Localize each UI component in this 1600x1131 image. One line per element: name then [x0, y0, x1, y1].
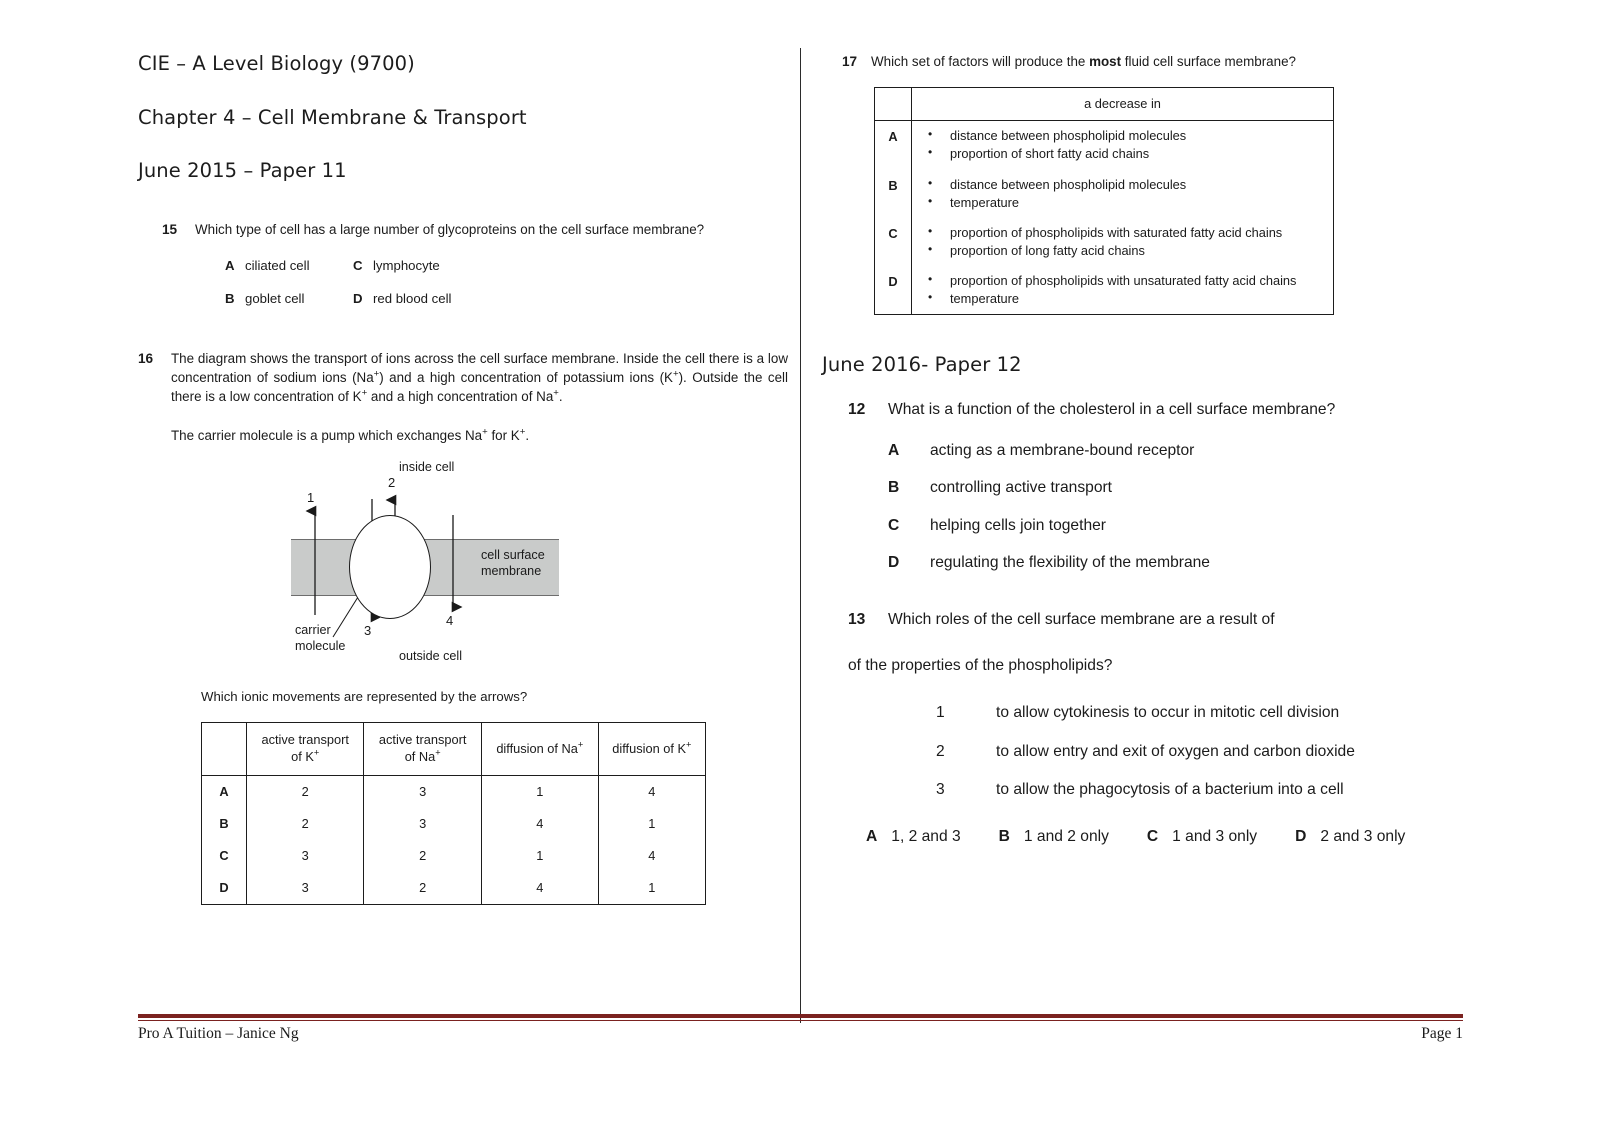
table-header-a-decrease-in: a decrease in	[912, 88, 1334, 121]
cell: 2	[247, 808, 364, 840]
bullet-item: • temperature	[922, 194, 1327, 212]
cell: 2	[364, 840, 481, 872]
table-header-active-transport-k: active transport of K+	[247, 723, 364, 775]
right-column	[822, 52, 1478, 849]
row-label: C	[202, 840, 247, 872]
bullet-item: • proportion of long fatty acid chains	[922, 242, 1327, 260]
statement-number-3: 3	[936, 780, 945, 798]
bullet-item: • proportion of short fatty acid chains	[922, 145, 1327, 163]
th-line1: diffusion of K	[612, 740, 687, 756]
option-letter-d: D	[353, 290, 363, 306]
bullet-list	[922, 272, 1327, 308]
q17-stem-b: fluid cell surface membrane?	[1121, 54, 1296, 69]
bullet-item: • distance between phospholipid molecules	[922, 176, 1327, 194]
question-13-number: 13	[848, 611, 866, 629]
chapter-heading: Chapter 4 – Cell Membrane & Transport	[138, 106, 527, 129]
option-text-c: helping cells join together	[930, 516, 1106, 534]
question-12-stem: What is a function of the cholesterol in a cell surface membrane?	[888, 401, 1336, 419]
diagram-carrier-molecule-shape	[349, 515, 431, 619]
row-label: A	[202, 775, 247, 808]
diagram-arrow-label-1: 1	[307, 489, 315, 505]
question-15-options	[225, 257, 788, 308]
option-text-d: regulating the flexibility of the membrane	[930, 554, 1210, 571]
statement-text-3: to allow the phagocytosis of a bacterium into a cell	[996, 780, 1344, 798]
diagram-membrane-label-line2: membrane	[481, 564, 542, 579]
row-content	[912, 121, 1334, 170]
row-label: A	[875, 121, 912, 170]
q16-stem-line2c: ).	[678, 369, 687, 385]
option-text-a: 1, 2 and 3	[891, 828, 961, 846]
cell: 4	[598, 775, 705, 808]
question-15-number: 15	[162, 222, 178, 237]
option-letter-a: A	[225, 258, 235, 274]
footer-left-text: Pro A Tuition – Janice Ng	[138, 1025, 299, 1042]
option-a	[866, 825, 961, 848]
option-letter-b: B	[998, 828, 1010, 846]
option-text-a: ciliated cell	[245, 258, 310, 274]
q16-carrier-note-b: for K	[487, 427, 520, 443]
table-header-blank	[202, 723, 247, 775]
bullet-list	[922, 127, 1327, 163]
row-label: D	[875, 266, 912, 315]
diagram-arrow-label-3: 3	[364, 622, 372, 638]
column-divider	[800, 48, 801, 1023]
statement-text-2: to allow entry and exit of oxygen and carbon dioxide	[996, 742, 1355, 760]
option-text-c: lymphocyte	[373, 258, 440, 274]
table-header-blank	[875, 88, 912, 121]
option-row	[888, 439, 1478, 462]
left-column	[138, 52, 788, 905]
bullet-item: • distance between phospholipid molecules	[922, 127, 1327, 145]
row-label: C	[875, 218, 912, 266]
table-row	[875, 121, 1334, 170]
statement-number-2: 2	[936, 742, 945, 760]
statement-row	[936, 701, 1498, 724]
footer-page-number: Page 1	[1421, 1025, 1463, 1042]
option-letter-c: C	[1146, 828, 1159, 846]
table-row	[875, 170, 1334, 218]
q17-stem-a: Which set of factors will produce the	[871, 54, 1090, 69]
th-line1: active transport	[378, 732, 467, 748]
cell: 3	[364, 775, 481, 808]
option-text-c: 1 and 3 only	[1172, 828, 1258, 846]
option-text-b: controlling active transport	[930, 479, 1113, 497]
option-letter-a: A	[866, 828, 878, 846]
option-letter-d: D	[1295, 828, 1307, 846]
option-row	[888, 476, 1478, 499]
cell: 3	[247, 840, 364, 872]
diagram-arrow-label-2: 2	[388, 474, 396, 490]
page-footer	[138, 1025, 1463, 1043]
table-row	[202, 808, 706, 840]
diagram-membrane-label-line1: cell surface	[481, 547, 545, 562]
q16-carrier-note-a: The carrier molecule is a pump which exchanges Na	[171, 427, 483, 443]
question-15	[162, 220, 788, 309]
question-17-answer-table	[874, 87, 1334, 315]
th-line1: active transport	[261, 732, 349, 748]
footer-rule	[138, 1014, 1463, 1021]
diagram-outside-cell-label: outside cell	[399, 648, 463, 663]
question-13-options	[866, 825, 1498, 848]
table-header-diffusion-k: diffusion of K+	[598, 723, 705, 775]
cell: 1	[598, 872, 705, 905]
paper-heading-left: June 2015 – Paper 11	[138, 159, 347, 182]
bullet-item: • temperature	[922, 290, 1327, 308]
question-12	[848, 398, 1478, 574]
question-15-stem: Which type of cell has a large number of glycoproteins on the cell surface membrane?	[195, 222, 705, 237]
cell: 1	[598, 808, 705, 840]
cell: 2	[364, 872, 481, 905]
row-label: B	[875, 170, 912, 218]
option-letter-b: B	[888, 479, 900, 497]
statement-number-1: 1	[936, 704, 945, 722]
bullet-list	[922, 224, 1327, 260]
option-text-d: red blood cell	[373, 290, 452, 306]
cell: 1	[481, 840, 598, 872]
table-row	[875, 266, 1334, 315]
bullet-item: • proportion of phospholipids with unsaturated fatty acid chains	[922, 272, 1327, 290]
th-line1: diffusion of Na	[496, 740, 578, 756]
statement-row	[936, 740, 1498, 763]
q16-stem-line1: The diagram shows the transport of ions across the cell surface membrane. Inside the cell there	[171, 350, 740, 366]
question-17	[842, 52, 1478, 315]
option-text-a: acting as a membrane-bound receptor	[930, 441, 1195, 459]
option-row	[888, 514, 1478, 537]
option-d	[1295, 825, 1405, 848]
cell: 2	[247, 775, 364, 808]
question-13-statements	[936, 701, 1498, 801]
question-13-stem-line1: Which roles of the cell surface membrane are a result of	[888, 611, 1275, 629]
table-row	[202, 872, 706, 905]
option-text-b: goblet cell	[245, 290, 305, 306]
course-heading: CIE – A Level Biology (9700)	[138, 52, 415, 75]
row-content	[912, 170, 1334, 218]
table-header-diffusion-na: diffusion of Na+	[481, 723, 598, 775]
th-line2: of Na	[404, 748, 436, 764]
th-line2: of K	[291, 748, 314, 764]
table-header-row	[202, 723, 706, 775]
row-content	[912, 218, 1334, 266]
paper-heading-right: June 2016- Paper 12	[822, 353, 1022, 377]
option-letter-b: B	[225, 290, 235, 306]
question-16-answer-table	[201, 722, 706, 905]
cell: 3	[247, 872, 364, 905]
statement-row	[936, 778, 1498, 801]
question-16-number: 16	[138, 350, 154, 366]
cell: 1	[481, 775, 598, 808]
table-row	[202, 840, 706, 872]
q16-carrier-note-c: .	[525, 427, 530, 443]
row-label: D	[202, 872, 247, 905]
question-13	[848, 608, 1498, 848]
diagram-arrow-label-4: 4	[446, 612, 454, 628]
diagram-carrier-label-line2: molecule	[295, 639, 346, 654]
membrane-transport-diagram	[291, 459, 721, 674]
question-16-stem: The diagram shows the transport of ions across the cell surface membrane. Inside the cell there is a low concentration of sodium ions (Na+) and a high concentration of potassium ions (K+). Outside the cell there is a low concentration of K+ and a high concentration of Na+.	[171, 350, 788, 404]
table-row	[875, 218, 1334, 266]
statement-text-1: to allow cytokinesis to occur in mitotic cell division	[996, 704, 1340, 722]
question-17-number: 17	[842, 54, 858, 69]
option-c	[1147, 825, 1257, 848]
q16-stem-line2a: is a low concentration of sodium ions (Na	[171, 350, 788, 385]
cell: 4	[481, 808, 598, 840]
table-row	[202, 775, 706, 808]
question-13-stem-line2: of the properties of the phospholipids?	[848, 656, 1113, 674]
q16-carrier-note: The carrier molecule is a pump which exchanges Na+ for K+.	[171, 426, 530, 443]
option-letter-d: D	[888, 554, 900, 571]
option-row	[888, 551, 1478, 574]
q16-stem-line3c: .	[558, 388, 563, 404]
row-content	[912, 266, 1334, 315]
option-letter-c: C	[888, 516, 900, 534]
question-16-lead-in: Which ionic movements are represented by the arrows?	[201, 688, 528, 704]
option-text-d: 2 and 3 only	[1320, 828, 1406, 846]
table-header-active-transport-na: active transport of Na+	[364, 723, 481, 775]
cell: 4	[481, 872, 598, 905]
question-17-stem	[871, 52, 1478, 71]
option-b	[999, 825, 1109, 848]
q16-stem-line2b: ) and a high concentration of potassium ions (K	[379, 369, 673, 385]
diagram-carrier-label-line1: carrier	[295, 622, 331, 637]
question-12-options	[888, 439, 1478, 575]
bullet-list	[922, 176, 1327, 212]
q16-stem-line3a: Outside the cell there is a low concentration of K	[171, 369, 788, 404]
row-label: B	[202, 808, 247, 840]
cell: 3	[364, 808, 481, 840]
diagram-carrier-label	[295, 622, 345, 655]
option-letter-c: C	[353, 258, 363, 274]
option-text-b: 1 and 2 only	[1023, 828, 1109, 846]
q17-stem-emphasis: most	[1089, 54, 1122, 69]
option-letter-a: A	[888, 441, 900, 459]
table-header-row	[875, 88, 1334, 121]
q16-stem-line3b: and a high concentration of Na	[367, 388, 554, 404]
bullet-item: • proportion of phospholipids with saturated fatty acid chains	[922, 224, 1327, 242]
question-12-number: 12	[848, 401, 866, 419]
cell: 4	[598, 840, 705, 872]
question-16	[138, 349, 788, 906]
diagram-inside-cell-label: inside cell	[399, 459, 455, 474]
